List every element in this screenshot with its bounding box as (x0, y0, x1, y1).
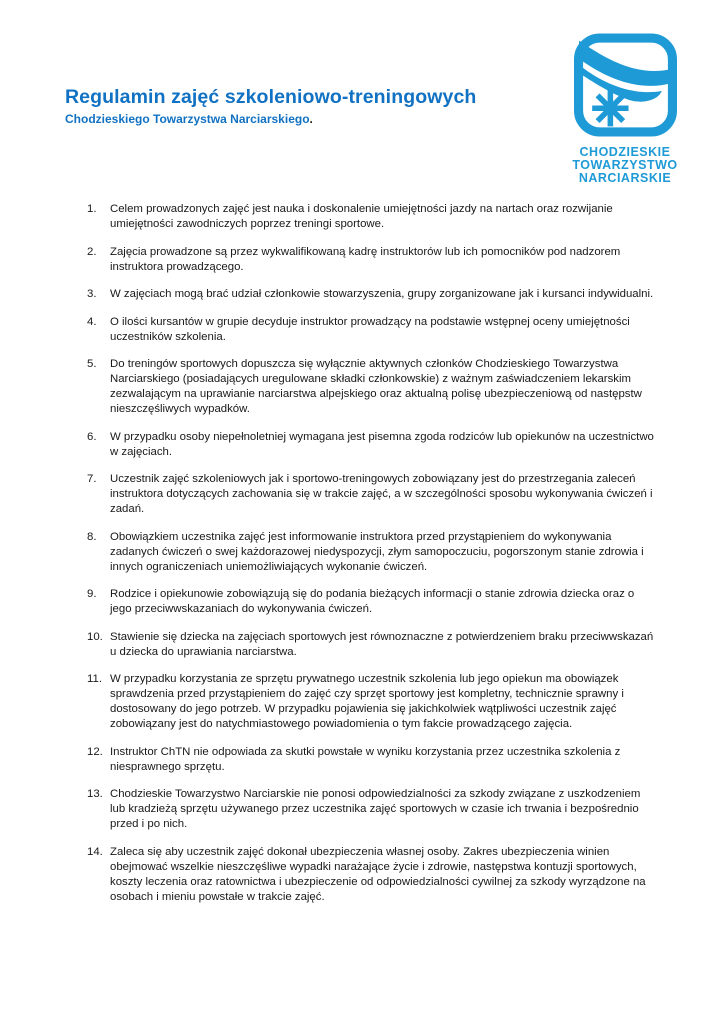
regulation-text: W przypadku korzystania ze sprzętu prywatnego uczestnik szkolenia lub jego opiekun ma obowiązek sprawdzenia przed przystąpieniem do zajęć czy sprzęt sportowy jest kompletny, technicznie sprawny i dostosowany do jego potrzeb. W przypadku pojawienia się jakichkolwiek wątpliwości uczestnik zajęć zobowiązany jest do natychmiastowego powiadomienia o tym fakcie prowadzącego zajęcia. (110, 673, 624, 730)
regulation-item (87, 315, 657, 345)
regulation-text: W zajęciach mogą brać udział członkowie stowarzyszenia, grupy zorganizowane jak i kursanci indywidualni. (110, 288, 654, 300)
regulation-text: Uczestnik zajęć szkoleniowych jak i sportowo-treningowych zobowiązany jest do przestrzegania zaleceń instruktora dotyczących zachowania się w trakcie zajęć, a w szczególności sposobu wykonywania ćwiczeń i zadań. (110, 473, 653, 515)
page-subtitle (65, 112, 476, 126)
regulation-text: Do treningów sportowych dopuszcza się wyłącznie aktywnych członków Chodzieskiego Towarzystwa Narciarskiego (posiadających uregulowane składki członkowskie) z ważnym zaświadczeniem lekarskim zezwalającym na uprawianie narciarstwa alpejskiego oraz aktualną polisę ubezpieczeniową od następstw nieszczęśliwych wypadków. (110, 358, 642, 415)
regulation-text: O ilości kursantów w grupie decyduje instruktor prowadzący na podstawie wstępnej oceny umiejętności uczestników szkolenia. (110, 315, 630, 343)
regulation-item (87, 672, 657, 732)
regulations-list (87, 202, 657, 917)
snowflake-icon (592, 90, 628, 126)
regulation-item (87, 287, 657, 302)
document-header (65, 86, 476, 126)
regulation-number: 11. (87, 673, 102, 685)
regulation-item (87, 845, 657, 905)
regulation-number: 14. (87, 845, 103, 858)
regulation-item (87, 530, 657, 575)
org-name (564, 146, 686, 185)
ski-swoosh-icon (579, 41, 672, 102)
org-name-line-2: TOWARZYSTWO (572, 158, 678, 172)
page-title: Regulamin zajęć szkoleniowo-treningowych (65, 86, 477, 108)
regulation-text: Obowiązkiem uczestnika zajęć jest informowanie instruktora przed przystąpieniem do wykonywania zadanych ćwiczeń o swej każdorazowej niedyspozycji, złym samopoczuciu, pogorszonym stanie zdrowia i innych ograniczeniach uniemożliwiających wykonanie ćwiczeń. (110, 530, 644, 573)
org-logo (564, 32, 686, 185)
page-subtitle-period: . (309, 112, 313, 126)
regulation-number: 7. (87, 473, 97, 485)
regulation-text: Chodzieskie Towarzystwo Narciarskie nie ponosi odpowiedzialności za szkody związane z uszkodzeniem lub kradzieżą sprzętu używanego przez uczestnika zajęć sportowych w czasie ich trwania i bezpośrednio przed i po nich. (110, 788, 641, 830)
page-subtitle-text: Chodzieskiego Towarzystwa Narciarskiego (65, 112, 310, 126)
regulation-item (87, 630, 657, 660)
regulation-number: 12. (87, 745, 103, 758)
ski-snowflake-logo-icon (573, 32, 678, 138)
regulation-item (87, 472, 657, 517)
regulation-number: 4. (87, 315, 97, 328)
regulation-item (87, 587, 657, 617)
regulation-item (87, 245, 657, 275)
regulation-item (87, 357, 657, 417)
regulation-number: 13. (87, 788, 103, 800)
regulation-item (87, 787, 657, 832)
regulation-number: 6. (87, 430, 97, 443)
regulation-number: 3. (87, 288, 97, 300)
regulation-number: 2. (87, 245, 97, 258)
regulation-item (87, 430, 657, 460)
regulation-text: Instruktor ChTN nie odpowiada za skutki powstałe w wyniku korzystania przez uczestnika szkolenia z niesprawnego sprzętu. (110, 745, 621, 773)
org-name-line-1: CHODZIESKIE (579, 145, 671, 159)
regulation-number: 10. (87, 630, 103, 643)
regulation-text: W przypadku osoby niepełnoletniej wymagana jest pisemna zgoda rodziców lub opiekunów na uczestnictwo w zajęciach. (110, 430, 654, 458)
regulation-number: 9. (87, 588, 97, 600)
regulation-number: 1. (87, 203, 97, 215)
regulation-text: Rodzice i opiekunowie zobowiązują się do podania bieżących informacji o stanie zdrowia dziecka oraz o jego przeciwwskazaniach do wykonywania ćwiczeń. (110, 588, 635, 615)
regulation-item (87, 745, 657, 775)
regulation-item (87, 202, 657, 232)
regulation-text: Zaleca się aby uczestnik zajęć dokonał ubezpieczenia własnej osoby. Zakres ubezpieczenia winien obejmować wszelkie nieszczęśliwe wypadki narażające życie i zdrowie, następstwa kontuzji sportowych, koszty leczenia oraz ratownictwa i ubezpieczenie od odpowiedzialności cywilnej za szkody wyrządzone na osobach i mieniu powstałe w trakcie zajęć. (110, 845, 646, 903)
regulation-number: 8. (87, 530, 97, 543)
regulation-number: 5. (87, 358, 97, 370)
org-name-line-3: NARCIARSKIE (578, 171, 672, 185)
regulation-text: Stawienie się dziecka na zajęciach sportowych jest równoznaczne z potwierdzeniem braku przeciwwskazań u dziecka do uprawiania narciarstwa. (110, 630, 654, 658)
regulation-text: Zajęcia prowadzone są przez wykwalifikowaną kadrę instruktorów lub ich pomocników pod nadzorem instruktora prowadzącego. (110, 245, 621, 273)
regulation-text: Celem prowadzonych zajęć jest nauka i doskonalenie umiejętności jazdy na nartach oraz rozwijanie umiejętności zawodniczych poprzez treningi sportowe. (110, 203, 613, 230)
